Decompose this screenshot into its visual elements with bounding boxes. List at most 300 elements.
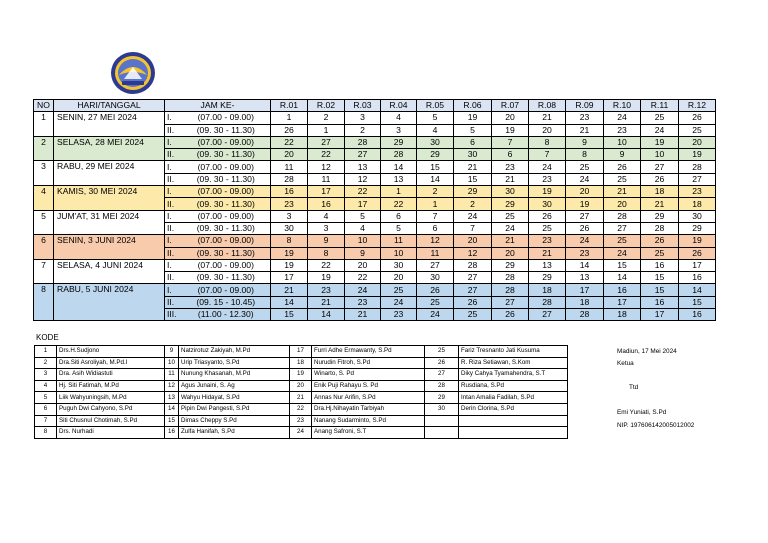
session-time-cell: (09. 30 - 11.30)	[182, 124, 271, 136]
teacher-code-cell: 30	[425, 403, 459, 415]
teacher-code-cell: 28	[425, 380, 459, 392]
table-row	[34, 161, 716, 173]
room-code-cell: 30	[417, 136, 454, 148]
teacher-code-cell	[425, 427, 459, 439]
teacher-code-cell: 27	[425, 369, 459, 381]
room-code-cell: 17	[566, 284, 604, 296]
day-number-cell: 1	[34, 112, 54, 137]
room-code-cell: 19	[679, 235, 716, 247]
room-code-cell: 22	[345, 186, 381, 198]
room-code-cell: 11	[308, 173, 345, 185]
room-code-cell: 7	[529, 149, 566, 161]
room-code-cell: 24	[417, 309, 454, 321]
room-code-cell: 16	[679, 272, 716, 284]
room-code-cell: 21	[641, 198, 679, 210]
session-number-cell: II.	[165, 296, 182, 308]
room-code-cell: 25	[566, 161, 604, 173]
session-number-cell: I.	[165, 210, 182, 222]
session-number-cell: I.	[165, 235, 182, 247]
room-code-cell: 27	[454, 272, 492, 284]
room-code-cell: 23	[679, 186, 716, 198]
room-code-cell: 15	[271, 309, 308, 321]
room-code-cell: 23	[381, 309, 417, 321]
teacher-name-cell: Dra.Hj.Nihayatin Tarbiyah	[312, 403, 425, 415]
room-code-cell: 27	[417, 259, 454, 271]
room-code-cell: 15	[604, 259, 641, 271]
teacher-code-cell: 26	[425, 357, 459, 369]
room-code-cell: 21	[345, 309, 381, 321]
kode-label: KODE	[36, 333, 59, 342]
day-number-cell: 4	[34, 186, 54, 211]
room-code-cell: 19	[566, 198, 604, 210]
room-code-cell: 26	[604, 161, 641, 173]
session-time-cell: (09. 30 - 11.30)	[182, 247, 271, 259]
room-code-cell: 28	[454, 259, 492, 271]
teacher-name-cell: Natzirotuz Zakiyah, M.Pd	[179, 346, 290, 358]
room-code-cell: 26	[566, 222, 604, 234]
teacher-name-cell: Winarto, S. Pd	[312, 369, 425, 381]
session-time-cell: (09. 30 - 11.30)	[182, 222, 271, 234]
room-code-cell: 15	[641, 272, 679, 284]
room-code-cell: 29	[454, 186, 492, 198]
header-session: JAM KE-	[165, 100, 271, 112]
day-date-cell: JUM'AT, 31 MEI 2024	[54, 210, 165, 235]
room-code-cell: 19	[454, 112, 492, 124]
session-number-cell: II.	[165, 149, 182, 161]
room-code-cell: 2	[454, 198, 492, 210]
header-room: R.09	[566, 100, 604, 112]
room-code-cell: 19	[641, 136, 679, 148]
room-code-cell: 5	[381, 222, 417, 234]
teacher-name-cell: Siti Chusnul Chotimah, S.Pd	[57, 415, 165, 427]
room-code-cell: 17	[641, 309, 679, 321]
room-code-cell: 13	[381, 173, 417, 185]
room-code-cell: 20	[604, 198, 641, 210]
room-code-cell: 20	[529, 124, 566, 136]
session-number-cell: I.	[165, 259, 182, 271]
teacher-code-cell: 16	[165, 427, 179, 439]
room-code-cell: 14	[271, 296, 308, 308]
session-time-cell: (07.00 - 09.00)	[182, 136, 271, 148]
room-code-cell: 30	[679, 210, 716, 222]
room-code-cell: 23	[566, 247, 604, 259]
room-code-cell: 26	[529, 210, 566, 222]
session-time-cell: (09. 30 - 11.30)	[182, 272, 271, 284]
room-code-cell: 15	[417, 161, 454, 173]
room-code-cell: 18	[679, 198, 716, 210]
room-code-cell: 16	[641, 296, 679, 308]
table-row	[35, 346, 568, 358]
room-code-cell: 1	[417, 198, 454, 210]
teacher-name-cell: Fariz Tresnanto Jati Kusuma	[459, 346, 568, 358]
room-code-cell: 8	[529, 136, 566, 148]
room-code-cell: 26	[271, 124, 308, 136]
session-time-cell: (07.00 - 09.00)	[182, 161, 271, 173]
teacher-code-cell: 25	[425, 346, 459, 358]
room-code-cell: 24	[566, 173, 604, 185]
day-date-cell: SENIN, 27 MEI 2024	[54, 112, 165, 137]
room-code-cell: 16	[679, 309, 716, 321]
teacher-code-cell: 19	[290, 369, 312, 381]
teacher-code-cell: 8	[35, 427, 57, 439]
room-code-cell: 13	[345, 161, 381, 173]
header-room: R.11	[641, 100, 679, 112]
room-code-cell: 16	[641, 259, 679, 271]
room-code-cell: 19	[679, 149, 716, 161]
room-code-cell: 21	[529, 112, 566, 124]
teacher-code-cell: 22	[290, 403, 312, 415]
room-code-cell: 17	[271, 272, 308, 284]
session-number-cell: I.	[165, 112, 182, 124]
room-code-cell: 26	[679, 112, 716, 124]
room-code-cell: 21	[604, 186, 641, 198]
session-time-cell: (09. 30 - 11.30)	[182, 173, 271, 185]
room-code-cell: 21	[308, 296, 345, 308]
teacher-name-cell: Anang Safroni, S.T	[312, 427, 425, 439]
room-code-cell: 22	[308, 259, 345, 271]
room-code-cell: 28	[492, 272, 529, 284]
room-code-cell: 26	[454, 296, 492, 308]
teacher-name-cell: R. Riza Setiawan, S.Kom	[459, 357, 568, 369]
teacher-code-cell: 7	[35, 415, 57, 427]
signature-role: Ketua	[617, 360, 634, 367]
room-code-cell: 22	[345, 272, 381, 284]
room-code-cell: 14	[308, 309, 345, 321]
teacher-name-cell: Pipin Dwi Pangesti, S.Pd	[179, 403, 290, 415]
room-code-cell: 20	[454, 235, 492, 247]
session-time-cell: (09. 30 - 11.30)	[182, 198, 271, 210]
room-code-cell: 24	[604, 112, 641, 124]
teacher-name-cell: Liik Wahyuningsih, M.Pd	[57, 392, 165, 404]
room-code-cell: 20	[271, 149, 308, 161]
room-code-cell: 30	[492, 186, 529, 198]
room-code-cell: 25	[529, 222, 566, 234]
room-code-cell: 16	[604, 284, 641, 296]
teacher-name-cell: Drs. Nurhadi	[57, 427, 165, 439]
room-code-cell: 21	[566, 124, 604, 136]
room-code-cell: 9	[308, 235, 345, 247]
exam-schedule-table	[33, 99, 716, 321]
teacher-code-cell: 17	[290, 346, 312, 358]
room-code-cell: 11	[417, 247, 454, 259]
room-code-cell: 26	[641, 235, 679, 247]
room-code-cell: 24	[566, 235, 604, 247]
room-code-cell: 15	[641, 284, 679, 296]
table-row	[34, 186, 716, 198]
signature-nip: NIP. 197606142005012002	[617, 422, 695, 429]
room-code-cell: 6	[381, 210, 417, 222]
teacher-name-cell: Furri Adhe Ermawanty, S.Pd	[312, 346, 425, 358]
room-code-cell: 1	[381, 186, 417, 198]
room-code-cell: 8	[566, 149, 604, 161]
table-row	[34, 136, 716, 148]
room-code-cell: 12	[308, 161, 345, 173]
teacher-name-cell: Nunung Khasanah, M.Pd	[179, 369, 290, 381]
room-code-cell: 27	[492, 296, 529, 308]
teacher-code-cell: 11	[165, 369, 179, 381]
room-code-cell: 20	[566, 186, 604, 198]
room-code-cell: 17	[345, 198, 381, 210]
teacher-code-cell: 13	[165, 392, 179, 404]
room-code-cell: 27	[566, 210, 604, 222]
day-number-cell: 8	[34, 284, 54, 321]
header-no: NO	[34, 100, 54, 112]
room-code-cell: 27	[679, 173, 716, 185]
room-code-cell: 21	[454, 161, 492, 173]
room-code-cell: 20	[381, 272, 417, 284]
room-code-cell: 3	[345, 112, 381, 124]
teacher-name-cell: Hj. Siti Fatimah, M.Pd	[57, 380, 165, 392]
room-code-cell: 28	[271, 173, 308, 185]
room-code-cell: 5	[345, 210, 381, 222]
room-code-cell: 27	[604, 222, 641, 234]
room-code-cell: 27	[529, 309, 566, 321]
table-row	[35, 357, 568, 369]
room-code-cell: 3	[381, 124, 417, 136]
teacher-name-cell: Dra. Asih Widiastuti	[57, 369, 165, 381]
room-code-cell: 25	[381, 284, 417, 296]
header-room: R.06	[454, 100, 492, 112]
teacher-name-cell: Dimas Cheppy S.Pd	[179, 415, 290, 427]
session-number-cell: I.	[165, 136, 182, 148]
school-logo	[110, 51, 156, 95]
room-code-cell: 18	[529, 284, 566, 296]
room-code-cell: 20	[492, 112, 529, 124]
room-code-cell: 30	[381, 259, 417, 271]
header-room: R.10	[604, 100, 641, 112]
table-row	[35, 369, 568, 381]
room-code-cell: 17	[679, 259, 716, 271]
day-number-cell: 5	[34, 210, 54, 235]
teacher-name-cell: Drs.H.Sudjono	[57, 346, 165, 358]
session-number-cell: I.	[165, 284, 182, 296]
session-time-cell: (11.00 - 12.30)	[182, 309, 271, 321]
room-code-cell: 14	[679, 284, 716, 296]
room-code-cell: 29	[492, 259, 529, 271]
session-number-cell: III.	[165, 309, 182, 321]
room-code-cell: 30	[454, 149, 492, 161]
room-code-cell: 3	[308, 222, 345, 234]
day-number-cell: 2	[34, 136, 54, 161]
room-code-cell: 28	[679, 161, 716, 173]
teacher-code-table	[34, 345, 568, 439]
room-code-cell: 1	[308, 124, 345, 136]
teacher-code-cell: 12	[165, 380, 179, 392]
day-number-cell: 6	[34, 235, 54, 260]
day-date-cell: SELASA, 4 JUNI 2024	[54, 259, 165, 284]
teacher-name-cell	[459, 415, 568, 427]
room-code-cell: 7	[454, 222, 492, 234]
room-code-cell: 15	[679, 296, 716, 308]
header-room: R.02	[308, 100, 345, 112]
session-number-cell: II.	[165, 222, 182, 234]
teacher-name-cell: Derin Clorina, S.Pd	[459, 403, 568, 415]
header-room: R.07	[492, 100, 529, 112]
signature-name: Emi Yuniati, S.Pd	[617, 409, 667, 416]
teacher-code-cell: 5	[35, 392, 57, 404]
table-row	[34, 112, 716, 124]
session-number-cell: I.	[165, 161, 182, 173]
room-code-cell: 29	[417, 149, 454, 161]
room-code-cell: 28	[641, 222, 679, 234]
session-time-cell: (07.00 - 09.00)	[182, 210, 271, 222]
room-code-cell: 23	[529, 173, 566, 185]
room-code-cell: 25	[604, 235, 641, 247]
room-code-cell: 19	[308, 272, 345, 284]
room-code-cell: 23	[604, 124, 641, 136]
room-code-cell: 24	[641, 124, 679, 136]
room-code-cell: 26	[492, 309, 529, 321]
room-code-cell: 4	[345, 222, 381, 234]
session-time-cell: (07.00 - 09.00)	[182, 186, 271, 198]
room-code-cell: 27	[308, 136, 345, 148]
room-code-cell: 21	[529, 247, 566, 259]
room-code-cell: 7	[417, 210, 454, 222]
teacher-code-cell: 3	[35, 369, 57, 381]
room-code-cell: 28	[566, 309, 604, 321]
room-code-cell: 4	[381, 112, 417, 124]
room-code-cell: 4	[308, 210, 345, 222]
room-code-cell: 18	[604, 309, 641, 321]
session-number-cell: II.	[165, 124, 182, 136]
table-header-row	[34, 100, 716, 112]
room-code-cell: 14	[566, 259, 604, 271]
room-code-cell: 27	[454, 284, 492, 296]
room-code-cell: 11	[271, 161, 308, 173]
room-code-cell: 6	[417, 222, 454, 234]
table-row	[35, 392, 568, 404]
room-code-cell: 10	[345, 235, 381, 247]
room-code-cell: 25	[641, 112, 679, 124]
room-code-cell: 30	[271, 222, 308, 234]
room-code-cell: 14	[381, 161, 417, 173]
session-number-cell: I.	[165, 186, 182, 198]
room-code-cell: 4	[417, 124, 454, 136]
session-time-cell: (07.00 - 09.00)	[182, 112, 271, 124]
session-time-cell: (07.00 - 09.00)	[182, 259, 271, 271]
session-number-cell: II.	[165, 198, 182, 210]
room-code-cell: 29	[492, 198, 529, 210]
room-code-cell: 2	[417, 186, 454, 198]
room-code-cell: 16	[308, 198, 345, 210]
room-code-cell: 27	[641, 161, 679, 173]
teacher-code-cell: 15	[165, 415, 179, 427]
room-code-cell: 19	[271, 247, 308, 259]
room-code-cell: 23	[492, 161, 529, 173]
room-code-cell: 17	[308, 186, 345, 198]
header-room: R.03	[345, 100, 381, 112]
room-code-cell: 19	[271, 259, 308, 271]
table-row	[34, 259, 716, 271]
teacher-code-cell: 10	[165, 357, 179, 369]
session-time-cell: (09. 30 - 11.30)	[182, 149, 271, 161]
room-code-cell: 29	[381, 136, 417, 148]
table-row	[35, 427, 568, 439]
room-code-cell: 25	[641, 247, 679, 259]
room-code-cell: 8	[271, 235, 308, 247]
day-date-cell: SENIN, 3 JUNI 2024	[54, 235, 165, 260]
teacher-name-cell: Diky Cahya Tyamahendra, S.T	[459, 369, 568, 381]
room-code-cell: 24	[529, 161, 566, 173]
room-code-cell: 22	[308, 149, 345, 161]
session-number-cell: II.	[165, 247, 182, 259]
room-code-cell: 20	[492, 247, 529, 259]
room-code-cell: 28	[345, 136, 381, 148]
header-room: R.01	[271, 100, 308, 112]
teacher-code-cell: 9	[165, 346, 179, 358]
room-code-cell: 21	[492, 235, 529, 247]
teacher-code-cell: 29	[425, 392, 459, 404]
session-number-cell: II.	[165, 173, 182, 185]
room-code-cell: 26	[417, 284, 454, 296]
day-date-cell: RABU, 29 MEI 2024	[54, 161, 165, 186]
teacher-name-cell: Agus Junaini, S. Ag	[179, 380, 290, 392]
room-code-cell: 22	[381, 198, 417, 210]
day-number-cell: 7	[34, 259, 54, 284]
teacher-name-cell: Enik Puji Rahayu S. Pd	[312, 380, 425, 392]
signature-place-date: Madiun, 17 Mei 2024	[617, 348, 677, 355]
room-code-cell: 12	[345, 173, 381, 185]
session-time-cell: (07.00 - 09.00)	[182, 235, 271, 247]
room-code-cell: 28	[604, 210, 641, 222]
room-code-cell: 23	[529, 235, 566, 247]
header-room: R.04	[381, 100, 417, 112]
teacher-code-cell: 21	[290, 392, 312, 404]
session-time-cell: (07.00 - 09.00)	[182, 284, 271, 296]
room-code-cell: 3	[271, 210, 308, 222]
teacher-name-cell: Annas Nur Arifin, S.Pd	[312, 392, 425, 404]
teacher-name-cell: Rusdiana, S.Pd	[459, 380, 568, 392]
room-code-cell: 9	[345, 247, 381, 259]
room-code-cell: 12	[454, 247, 492, 259]
room-code-cell: 14	[604, 272, 641, 284]
room-code-cell: 20	[679, 136, 716, 148]
teacher-code-cell: 14	[165, 403, 179, 415]
room-code-cell: 23	[271, 198, 308, 210]
room-code-cell: 25	[492, 210, 529, 222]
table-row	[34, 210, 716, 222]
teacher-name-cell: Wahyu Hidayat, S.Pd	[179, 392, 290, 404]
room-code-cell: 30	[529, 198, 566, 210]
room-code-cell: 24	[381, 296, 417, 308]
room-code-cell: 18	[641, 186, 679, 198]
header-room: R.08	[529, 100, 566, 112]
header-day: HARI/TANGGAL	[54, 100, 165, 112]
teacher-code-cell: 24	[290, 427, 312, 439]
teacher-code-cell: 23	[290, 415, 312, 427]
room-code-cell: 29	[529, 272, 566, 284]
room-code-cell: 28	[529, 296, 566, 308]
room-code-cell: 26	[641, 173, 679, 185]
session-time-cell: (09. 15 - 10.45)	[182, 296, 271, 308]
room-code-cell: 13	[566, 272, 604, 284]
table-row	[34, 284, 716, 296]
header-room: R.05	[417, 100, 454, 112]
teacher-name-cell: Puguh Dwi Cahyono, S.Pd	[57, 403, 165, 415]
room-code-cell: 24	[454, 210, 492, 222]
room-code-cell: 27	[345, 149, 381, 161]
room-code-cell: 1	[271, 112, 308, 124]
room-code-cell: 25	[679, 124, 716, 136]
teacher-name-cell: Nurudin Fitroh, S.Pd	[312, 357, 425, 369]
room-code-cell: 25	[417, 296, 454, 308]
room-code-cell: 19	[492, 124, 529, 136]
room-code-cell: 7	[492, 136, 529, 148]
teacher-code-cell: 4	[35, 380, 57, 392]
room-code-cell: 24	[492, 222, 529, 234]
room-code-cell: 29	[679, 222, 716, 234]
table-row	[34, 235, 716, 247]
